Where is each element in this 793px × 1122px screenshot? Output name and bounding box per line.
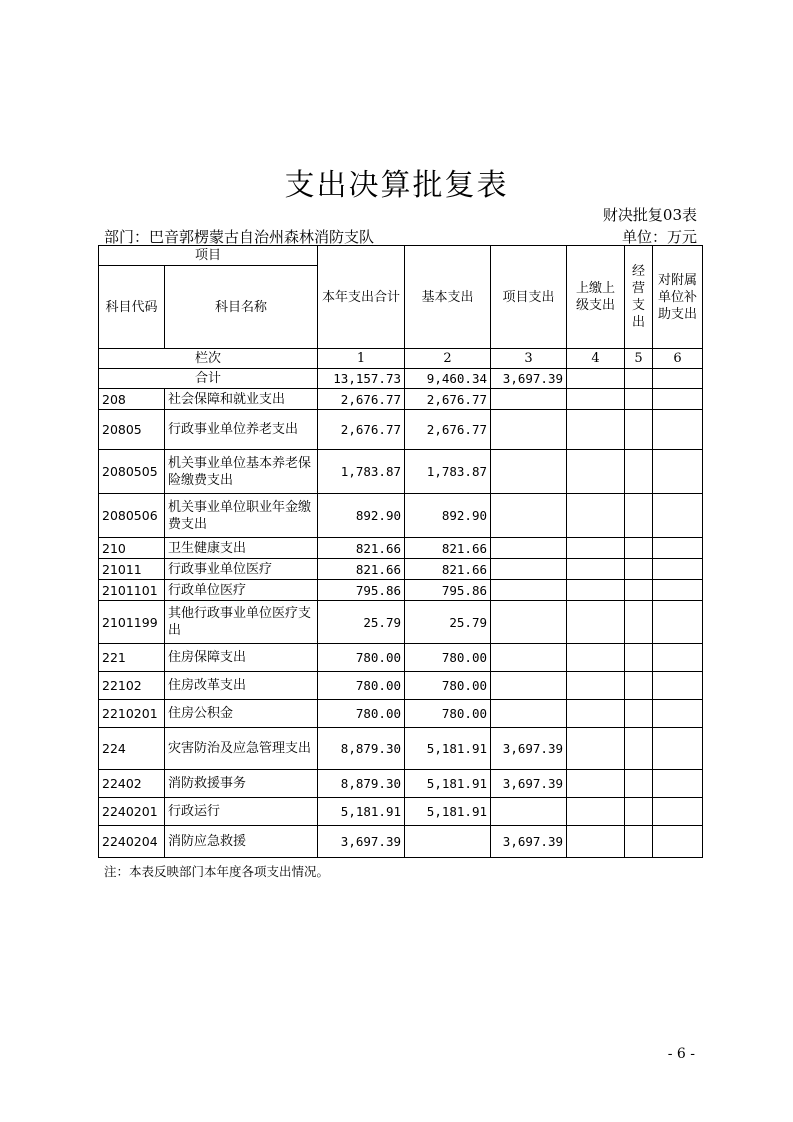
amount-cell: 2,676.77 xyxy=(318,410,405,450)
header-code: 科目代码 xyxy=(99,266,165,349)
table-row xyxy=(99,559,703,580)
subject-name: 卫生健康支出 xyxy=(165,538,318,559)
subject-name: 机关事业单位职业年金缴费支出 xyxy=(165,494,318,538)
subject-name: 行政单位医疗 xyxy=(165,580,318,601)
subject-code: 2080505 xyxy=(99,450,165,494)
amount-cell xyxy=(491,672,567,700)
column-number: 1 xyxy=(318,349,405,369)
table-row xyxy=(99,494,703,538)
subject-code: 2210201 xyxy=(99,700,165,728)
table-row xyxy=(99,450,703,494)
header-name: 科目名称 xyxy=(165,266,318,349)
subject-name: 行政运行 xyxy=(165,798,318,826)
subject-name: 行政事业单位医疗 xyxy=(165,559,318,580)
amount-cell: 8,879.30 xyxy=(318,728,405,770)
page-title: 支出决算批复表 xyxy=(284,168,509,203)
column-number: 6 xyxy=(653,349,703,369)
amount-cell: 3,697.39 xyxy=(491,728,567,770)
amount-cell: 25.79 xyxy=(318,601,405,644)
amount-cell xyxy=(491,538,567,559)
amount-cell: 780.00 xyxy=(318,700,405,728)
table-row xyxy=(99,580,703,601)
total-label: 合计 xyxy=(99,369,318,389)
subject-code: 2101199 xyxy=(99,601,165,644)
amount-cell: 795.86 xyxy=(318,580,405,601)
amount-cell xyxy=(491,389,567,410)
total-cell: 9,460.34 xyxy=(405,369,491,389)
expenditure-table xyxy=(98,245,703,858)
header-item: 项目 xyxy=(99,246,318,266)
page-number: - 6 - xyxy=(667,1046,695,1062)
unit-label: 单位：万元 xyxy=(621,228,697,246)
subject-code: 2240201 xyxy=(99,798,165,826)
header-basic-expenditure: 基本支出 xyxy=(405,246,491,349)
total-row xyxy=(99,369,703,389)
subject-code: 22402 xyxy=(99,770,165,798)
subject-code: 2080506 xyxy=(99,494,165,538)
subject-name: 其他行政事业单位医疗支出 xyxy=(165,601,318,644)
table-row xyxy=(99,389,703,410)
header-operating-expenditure: 经营支出 xyxy=(625,246,653,349)
table-row xyxy=(99,538,703,559)
column-number: 5 xyxy=(625,349,653,369)
amount-cell: 892.90 xyxy=(318,494,405,538)
table-row xyxy=(99,770,703,798)
header-project-expenditure: 项目支出 xyxy=(491,246,567,349)
amount-cell: 821.66 xyxy=(318,538,405,559)
total-cell: 3,697.39 xyxy=(491,369,567,389)
amount-cell: 780.00 xyxy=(405,700,491,728)
header-subsidy-affiliated: 对附属单位补助支出 xyxy=(653,246,703,349)
header-remit-superior: 上缴上级支出 xyxy=(567,246,625,349)
amount-cell: 5,181.91 xyxy=(405,770,491,798)
amount-cell: 3,697.39 xyxy=(491,770,567,798)
subject-name: 社会保障和就业支出 xyxy=(165,389,318,410)
table-row xyxy=(99,644,703,672)
subject-name: 消防应急救援 xyxy=(165,826,318,858)
amount-cell: 3,697.39 xyxy=(318,826,405,858)
amount-cell: 780.00 xyxy=(405,672,491,700)
column-number: 2 xyxy=(405,349,491,369)
subject-code: 21011 xyxy=(99,559,165,580)
subject-code: 2101101 xyxy=(99,580,165,601)
table-note: 注：本表反映部门本年度各项支出情况。 xyxy=(104,864,330,879)
subject-code: 2240204 xyxy=(99,826,165,858)
amount-cell: 821.66 xyxy=(405,538,491,559)
amount-cell xyxy=(405,826,491,858)
amount-cell: 795.86 xyxy=(405,580,491,601)
subject-code: 224 xyxy=(99,728,165,770)
amount-cell: 3,697.39 xyxy=(491,826,567,858)
amount-cell xyxy=(491,700,567,728)
subject-code: 221 xyxy=(99,644,165,672)
amount-cell: 780.00 xyxy=(405,644,491,672)
subject-name: 住房公积金 xyxy=(165,700,318,728)
amount-cell: 5,181.91 xyxy=(405,728,491,770)
amount-cell xyxy=(491,450,567,494)
subject-name: 住房改革支出 xyxy=(165,672,318,700)
amount-cell xyxy=(491,494,567,538)
amount-cell xyxy=(491,559,567,580)
amount-cell xyxy=(491,644,567,672)
amount-cell xyxy=(491,410,567,450)
table-row xyxy=(99,672,703,700)
column-number: 4 xyxy=(567,349,625,369)
amount-cell: 1,783.87 xyxy=(318,450,405,494)
table-row xyxy=(99,410,703,450)
amount-cell xyxy=(491,798,567,826)
subject-code: 22102 xyxy=(99,672,165,700)
table-number: 财决批复03表 xyxy=(602,206,697,224)
amount-cell: 892.90 xyxy=(405,494,491,538)
total-cell: 13,157.73 xyxy=(318,369,405,389)
table-row xyxy=(99,700,703,728)
amount-cell: 8,879.30 xyxy=(318,770,405,798)
amount-cell: 5,181.91 xyxy=(405,798,491,826)
table-row xyxy=(99,798,703,826)
subject-name: 消防救援事务 xyxy=(165,770,318,798)
amount-cell: 1,783.87 xyxy=(405,450,491,494)
amount-cell: 780.00 xyxy=(318,644,405,672)
subject-name: 住房保障支出 xyxy=(165,644,318,672)
header-total-expenditure: 本年支出合计 xyxy=(318,246,405,349)
amount-cell: 25.79 xyxy=(405,601,491,644)
amount-cell: 2,676.77 xyxy=(405,389,491,410)
amount-cell: 821.66 xyxy=(405,559,491,580)
amount-cell: 780.00 xyxy=(318,672,405,700)
amount-cell xyxy=(491,601,567,644)
subject-name: 灾害防治及应急管理支出 xyxy=(165,728,318,770)
amount-cell: 2,676.77 xyxy=(405,410,491,450)
table-row xyxy=(99,728,703,770)
subject-code: 208 xyxy=(99,389,165,410)
amount-cell: 821.66 xyxy=(318,559,405,580)
column-number: 3 xyxy=(491,349,567,369)
subject-name: 行政事业单位养老支出 xyxy=(165,410,318,450)
subject-name: 机关事业单位基本养老保险缴费支出 xyxy=(165,450,318,494)
amount-cell: 2,676.77 xyxy=(318,389,405,410)
table-row xyxy=(99,826,703,858)
department-label: 部门：巴音郭楞蒙古自治州森林消防支队 xyxy=(104,228,375,246)
subject-code: 20805 xyxy=(99,410,165,450)
amount-cell: 5,181.91 xyxy=(318,798,405,826)
table-row xyxy=(99,601,703,644)
amount-cell xyxy=(491,580,567,601)
header-column-index: 栏次 xyxy=(99,349,318,369)
subject-code: 210 xyxy=(99,538,165,559)
